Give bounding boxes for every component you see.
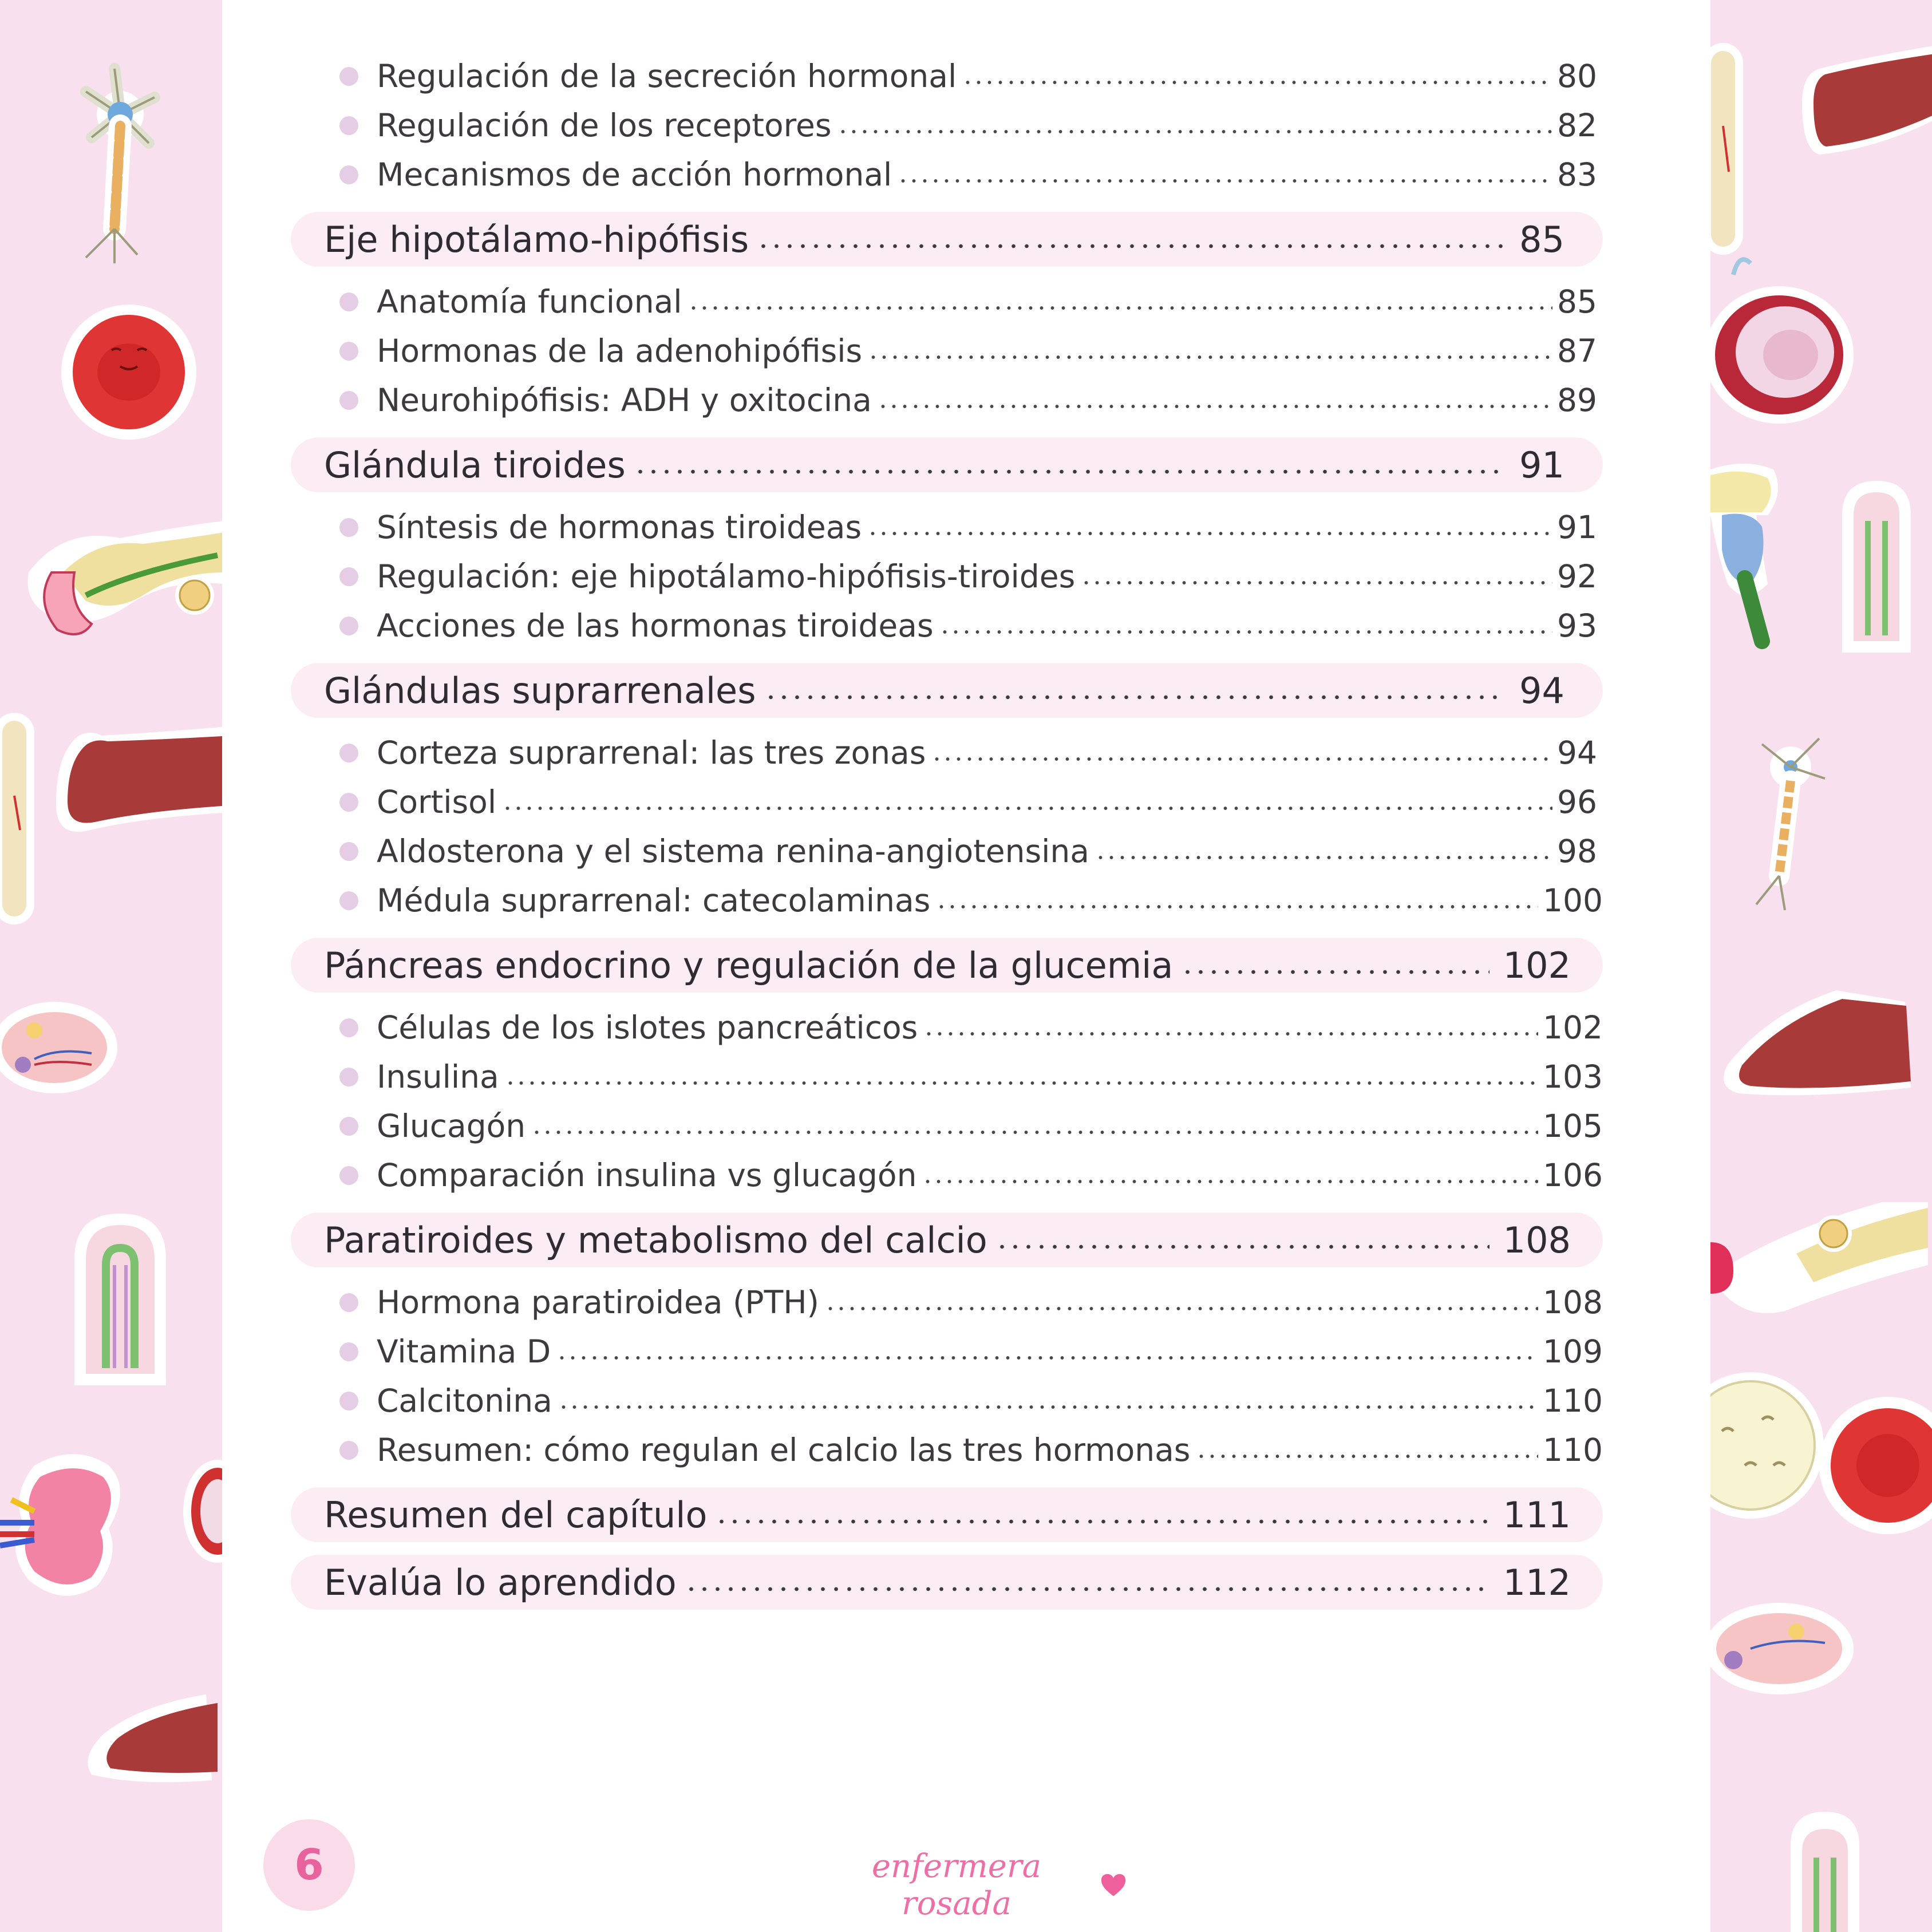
heart-icon (1100, 1872, 1127, 1898)
bullet-icon (339, 793, 358, 812)
toc-subentry[interactable] (291, 52, 1603, 101)
dot-leader (923, 1030, 1538, 1037)
section-title: Paratiroides y metabolismo del calcio (324, 1219, 987, 1261)
dot-leader (1095, 854, 1552, 861)
dot-leader (531, 1129, 1538, 1136)
page-reference: 109 (1543, 1333, 1603, 1370)
page-reference: 85 (1519, 218, 1564, 260)
toc-subentry[interactable] (291, 1278, 1603, 1327)
neuron-icon (1756, 738, 1825, 910)
page-reference: 94 (1557, 734, 1597, 771)
subentry-title: Hormonas de la adenohipófisis (377, 333, 863, 369)
bullet-icon (339, 342, 358, 361)
pancreas-icon (28, 521, 222, 634)
white-blood-cell-icon (1710, 1372, 1824, 1519)
bullet-icon (339, 518, 358, 537)
dot-leader (878, 403, 1552, 410)
bullet-icon (339, 1342, 358, 1361)
page-reference: 103 (1543, 1058, 1603, 1095)
dot-leader (962, 79, 1552, 86)
toc-subentry[interactable] (291, 728, 1603, 777)
red-blood-cell-icon (1819, 1397, 1932, 1534)
ovary-icon (0, 1002, 117, 1093)
toc-section-entry[interactable] (291, 663, 1603, 718)
bullet-icon (339, 567, 358, 586)
liver-icon (1724, 990, 1911, 1095)
subentry-title: Anatomía funcional (377, 283, 682, 320)
dot-leader (931, 756, 1552, 762)
subentry-title: Síntesis de hormonas tiroideas (377, 509, 862, 546)
liver-icon (88, 1694, 218, 1782)
dot-leader (764, 694, 1506, 701)
bone-icon (1723, 63, 1729, 235)
page-reference: 106 (1543, 1157, 1603, 1194)
subentry-title: Glucagón (377, 1108, 526, 1144)
toc-subentry[interactable] (291, 827, 1603, 876)
page-reference: 108 (1503, 1219, 1571, 1261)
section-title: Evalúa lo aprendido (324, 1561, 677, 1603)
section-title: Páncreas endocrino y regulación de la glucemia (324, 944, 1174, 986)
page-reference: 110 (1543, 1432, 1603, 1468)
sticker-pattern-left (0, 0, 222, 1932)
intestinal-villus-icon (1842, 481, 1911, 653)
section-title: Resumen del capítulo (324, 1494, 708, 1536)
bullet-icon (339, 67, 358, 86)
liver-icon (1802, 46, 1932, 155)
page-reference: 100 (1543, 882, 1603, 919)
pancreas-icon (1710, 1202, 1928, 1313)
bullet-icon (339, 744, 358, 762)
toc-section-entry[interactable] (291, 1487, 1603, 1542)
subentry-title: Células de los islotes pancreáticos (377, 1009, 918, 1046)
left-decoration-panel (0, 0, 222, 1932)
dot-leader (936, 903, 1538, 910)
bullet-icon (339, 1018, 358, 1037)
subentry-title: Resumen: cómo regulan el calcio las tres hormonas (377, 1432, 1191, 1468)
page-reference: 91 (1519, 444, 1564, 486)
kidney-icon (0, 1454, 120, 1596)
subentry-title: Médula suprarrenal: catecolaminas (377, 882, 931, 919)
toc-section-entry[interactable] (291, 1555, 1603, 1610)
toc-subentry[interactable] (291, 150, 1603, 199)
neuron-icon (86, 69, 155, 263)
brainstem-icon (1710, 464, 1778, 641)
subentry-title: Hormona paratiroidea (PTH) (377, 1284, 820, 1321)
dot-leader (1181, 969, 1489, 975)
toc-subentry[interactable] (291, 1101, 1603, 1151)
subentry-title: Mecanismos de acción hormonal (377, 156, 892, 193)
pituitary-icon (1710, 259, 1854, 424)
toc-subentry[interactable] (291, 1003, 1603, 1052)
dot-leader (634, 468, 1506, 475)
bullet-icon (339, 293, 358, 311)
subentry-title: Aldosterona y el sistema renina-angiotensina (377, 833, 1089, 870)
page-reference: 87 (1557, 333, 1597, 369)
section-title: Eje hipotálamo-hipófisis (324, 218, 749, 260)
page-reference: 102 (1503, 944, 1571, 986)
bullet-icon (339, 617, 358, 635)
subentry-title: Corteza suprarrenal: las tres zonas (377, 734, 926, 771)
sticker-pattern-right (1710, 0, 1932, 1932)
dot-leader (825, 1305, 1538, 1312)
dot-leader (688, 305, 1552, 311)
bullet-icon (339, 1293, 358, 1312)
page-reference: 92 (1557, 558, 1597, 595)
toc-subentry[interactable] (291, 1052, 1603, 1101)
toc-subentry[interactable] (291, 876, 1603, 925)
dot-leader (995, 1243, 1490, 1250)
page-reference: 105 (1543, 1108, 1603, 1144)
page-reference: 83 (1557, 156, 1597, 193)
bullet-icon (339, 1117, 358, 1136)
table-of-contents (291, 52, 1603, 1620)
page-reference: 93 (1557, 607, 1597, 644)
dot-leader (502, 805, 1552, 812)
bullet-icon (339, 116, 358, 135)
subentry-title: Regulación: eje hipotálamo-hipófisis-tiroides (377, 558, 1076, 595)
bullet-icon (339, 1441, 358, 1460)
toc-section-entry[interactable] (291, 938, 1603, 993)
subentry-title: Comparación insulina vs glucagón (377, 1157, 917, 1194)
page-reference: 94 (1519, 669, 1564, 712)
page-reference: 108 (1543, 1284, 1603, 1321)
dot-leader (558, 1404, 1538, 1411)
subentry-title: Regulación de los receptores (377, 107, 832, 144)
page-number: 6 (294, 1840, 324, 1890)
toc-subentry[interactable] (291, 1327, 1603, 1376)
page-reference: 98 (1557, 833, 1597, 870)
ovary-icon (1710, 1603, 1854, 1694)
dot-leader (898, 177, 1552, 184)
dot-leader (505, 1080, 1538, 1086)
toc-subentry[interactable] (291, 326, 1603, 376)
bullet-icon (339, 891, 358, 910)
page-reference: 102 (1543, 1009, 1603, 1046)
toc-subentry[interactable] (291, 1151, 1603, 1200)
dot-leader (1081, 579, 1552, 586)
brand-signature (817, 1848, 1127, 1922)
dot-leader (867, 530, 1552, 537)
dot-leader (685, 1586, 1490, 1593)
subentry-title: Regulación de la secreción hormonal (377, 58, 957, 94)
dot-leader (757, 243, 1506, 250)
page-reference: 89 (1557, 382, 1597, 418)
page-reference: 110 (1543, 1382, 1603, 1419)
toc-section-entry[interactable] (291, 437, 1603, 492)
subentry-title: Neurohipófisis: ADH y oxitocina (377, 382, 872, 418)
toc-subentry[interactable] (291, 777, 1603, 827)
dot-leader (715, 1518, 1489, 1525)
page-reference: 91 (1557, 509, 1597, 546)
section-title: Glándulas suprarrenales (324, 669, 756, 712)
brand-text: enfermera rosada (871, 1848, 1042, 1922)
dot-leader (1196, 1453, 1538, 1460)
bullet-icon (339, 1166, 358, 1185)
bullet-icon (339, 1392, 358, 1411)
toc-subentry[interactable] (291, 1376, 1603, 1425)
toc-subentry[interactable] (291, 376, 1603, 425)
dot-leader (556, 1354, 1538, 1361)
bone-icon (14, 733, 20, 904)
subentry-title: Acciones de las hormonas tiroideas (377, 607, 934, 644)
blood-vessel-icon (183, 1460, 222, 1563)
toc-section-entry[interactable] (291, 1212, 1603, 1267)
intestinal-villus-icon (74, 1214, 166, 1385)
right-decoration-panel (1710, 0, 1932, 1932)
toc-section-entry[interactable] (291, 212, 1603, 267)
intestinal-villus-icon (1791, 1812, 1859, 1932)
bullet-icon (339, 1068, 358, 1086)
page-reference: 96 (1557, 784, 1597, 820)
page-reference: 85 (1557, 283, 1597, 320)
dot-leader (868, 354, 1552, 361)
page-reference: 82 (1557, 107, 1597, 144)
toc-page (222, 0, 1710, 1932)
subentry-title: Vitamina D (377, 1333, 551, 1370)
dot-leader (922, 1178, 1538, 1185)
toc-subentry[interactable] (291, 277, 1603, 326)
toc-subentry[interactable] (291, 601, 1603, 650)
subentry-title: Calcitonina (377, 1382, 552, 1419)
bullet-icon (339, 391, 358, 410)
toc-subentry[interactable] (291, 1425, 1603, 1475)
section-title: Glándula tiroides (324, 444, 626, 486)
page-reference: 80 (1557, 58, 1597, 94)
red-blood-cell-icon (61, 305, 196, 440)
bullet-icon (339, 842, 358, 861)
subentry-title: Insulina (377, 1058, 499, 1095)
liver-icon (56, 727, 222, 832)
toc-subentry[interactable] (291, 552, 1603, 601)
dot-leader (837, 128, 1553, 135)
dot-leader (939, 629, 1552, 635)
subentry-title: Cortisol (377, 784, 497, 820)
page-number-badge (263, 1819, 355, 1911)
page-reference: 112 (1503, 1561, 1571, 1603)
bullet-icon (339, 165, 358, 184)
toc-subentry[interactable] (291, 503, 1603, 552)
page-reference: 111 (1503, 1494, 1571, 1536)
toc-subentry[interactable] (291, 101, 1603, 150)
